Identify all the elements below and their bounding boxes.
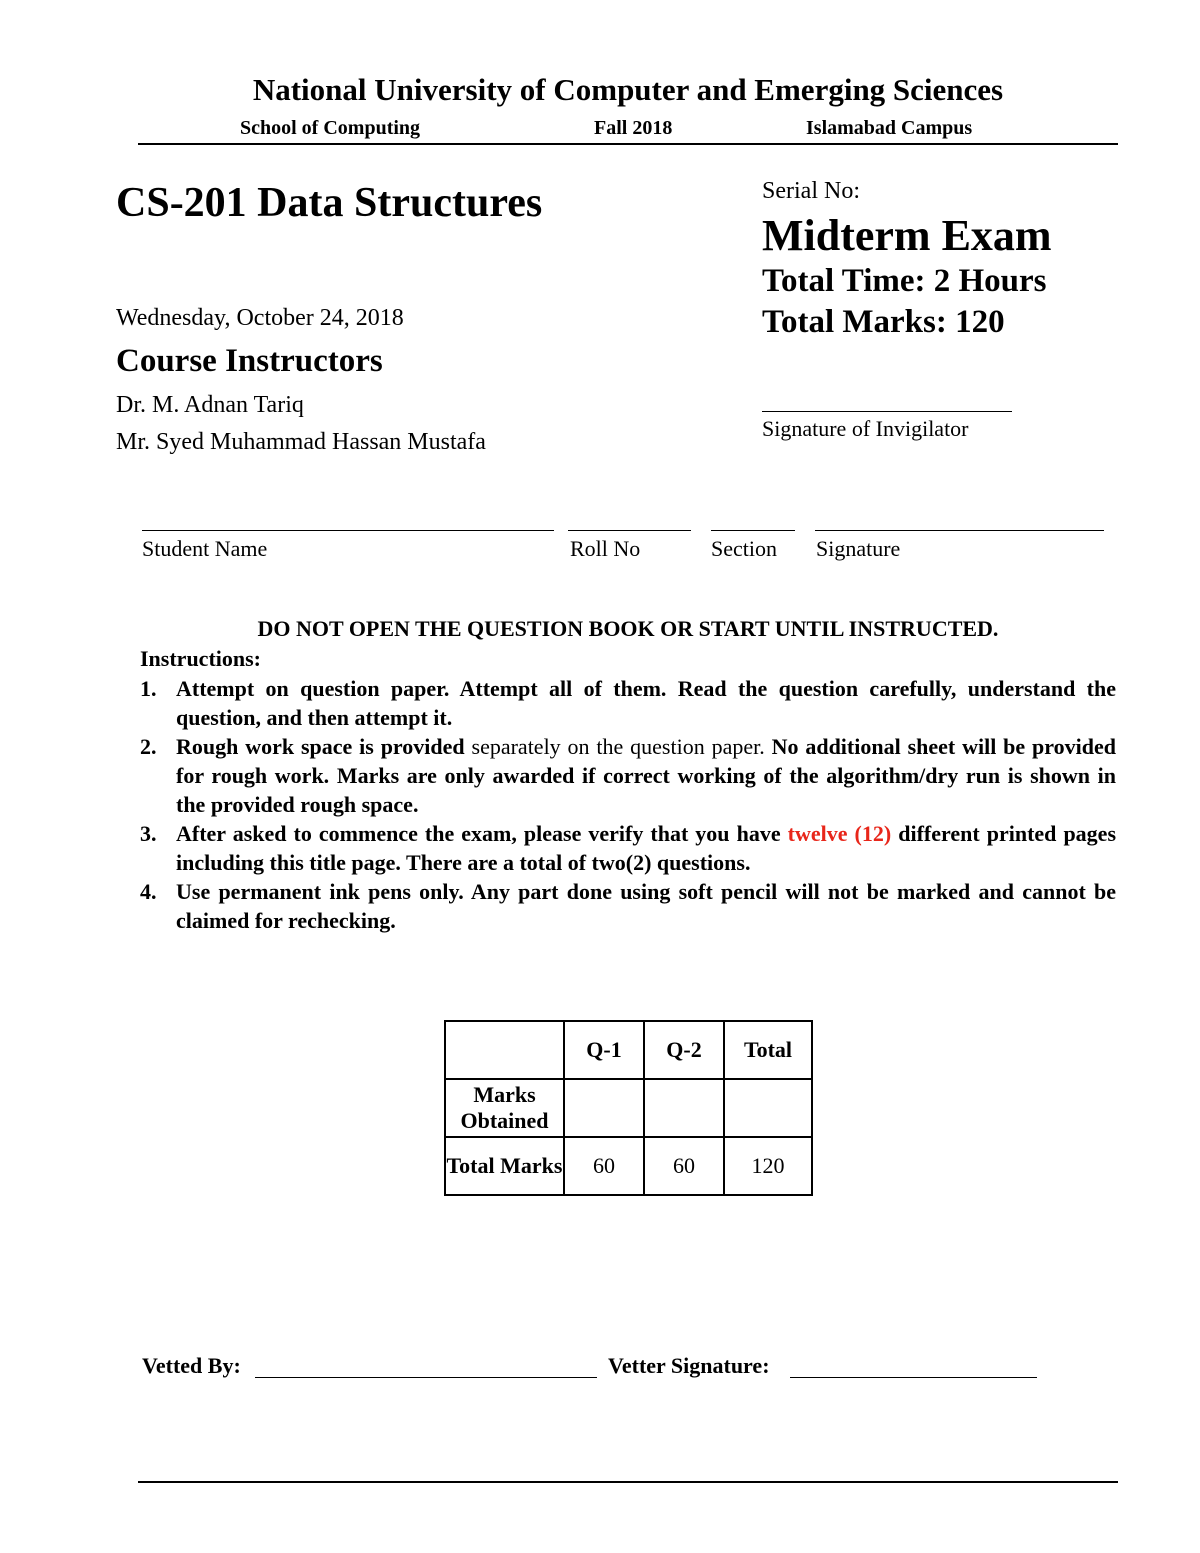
marks-input-q2[interactable] — [644, 1079, 724, 1137]
header-divider — [138, 143, 1118, 145]
section-field[interactable] — [711, 530, 795, 531]
invigilator-signature-line[interactable] — [762, 411, 1012, 412]
marks-input-total[interactable] — [724, 1079, 812, 1137]
instructor-name: Dr. M. Adnan Tariq — [116, 392, 304, 418]
vetter-signature-field[interactable] — [790, 1377, 1037, 1378]
table-row — [445, 1079, 812, 1137]
total-marks: Total Marks: 120 — [762, 304, 1005, 340]
student-name-field[interactable] — [142, 530, 554, 531]
table-cell — [445, 1021, 564, 1079]
table-header: Total — [724, 1021, 812, 1079]
list-item: 4. Use permanent ink pens only. Any part done using soft pencil will not be marked and cannot be claimed for rechecking. — [140, 879, 1116, 933]
exam-type: Midterm Exam — [762, 211, 1052, 260]
school-name: School of Computing — [240, 117, 421, 139]
table-cell: 60 — [644, 1137, 724, 1195]
serial-number-label: Serial No: — [762, 178, 860, 204]
roll-no-label: Roll No — [570, 536, 641, 561]
signature-label: Signature — [816, 536, 901, 561]
vetter-signature-label: Vetter Signature: — [608, 1353, 770, 1378]
marks-input-q1[interactable] — [564, 1079, 644, 1137]
footer-divider — [138, 1481, 1118, 1483]
header-subline — [138, 117, 1116, 141]
warning-text: DO NOT OPEN THE QUESTION BOOK OR START UNTIL INSTRUCTED. — [257, 616, 999, 641]
list-item: 3. After asked to commence the exam, please verify that you have twelve (12) different printed pages including this title page. There are a total of two(2) questions. — [140, 821, 1116, 875]
section-label: Section — [711, 536, 777, 561]
table-cell: 60 — [564, 1137, 644, 1195]
table-header: Q-1 — [564, 1021, 644, 1079]
instructor-name: Mr. Syed Muhammad Hassan Mustafa — [116, 429, 486, 455]
page-count-highlight: twelve (12) — [787, 821, 892, 846]
list-item: 2. Rough work space is provided separately on the question paper. No additional sheet will be provided for rough work. Marks are only awarded if correct working of the algorithm/dry run is shown in the provided rough space. — [140, 734, 1116, 817]
vetted-by-field[interactable] — [255, 1377, 597, 1378]
campus: Islamabad Campus — [806, 117, 973, 139]
row-label: Marks Obtained — [445, 1079, 564, 1137]
instructions-heading: Instructions: — [140, 646, 262, 671]
term: Fall 2018 — [594, 117, 673, 139]
table-cell: 120 — [724, 1137, 812, 1195]
marks-table — [444, 1020, 813, 1196]
row-label: Total Marks — [445, 1137, 564, 1195]
roll-no-field[interactable] — [568, 530, 691, 531]
vetted-by-label: Vetted By: — [142, 1353, 241, 1378]
invigilator-signature-label: Signature of Invigilator — [762, 416, 969, 441]
total-time: Total Time: 2 Hours — [762, 263, 1047, 299]
table-header: Q-2 — [644, 1021, 724, 1079]
university-name: National University of Computer and Emerging Sciences — [252, 72, 1004, 107]
instructions-list — [140, 674, 1116, 935]
table-row — [445, 1021, 812, 1079]
table-row — [445, 1137, 812, 1195]
course-title: CS-201 Data Structures — [116, 180, 543, 226]
instructors-heading: Course Instructors — [116, 343, 383, 379]
list-item: 1. Attempt on question paper. Attempt all of them. Read the question carefully, understand the question, and then attempt it. — [140, 676, 1116, 730]
student-name-label: Student Name — [142, 536, 268, 561]
exam-date: Wednesday, October 24, 2018 — [116, 305, 404, 331]
student-signature-field[interactable] — [815, 530, 1104, 531]
